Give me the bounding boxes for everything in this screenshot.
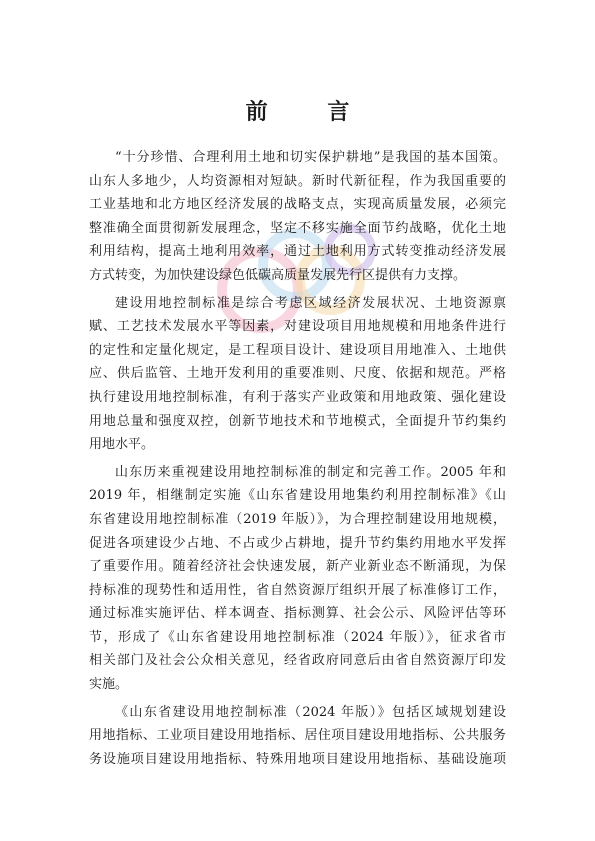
paragraph [89, 701, 506, 772]
text-line: 山东人多地少，人均资源相对短缺。新时代新征程，作为我国重要的 [89, 173, 506, 189]
text-line: 2019 年，相继制定实施《山东省建设用地集约利用控制标准》《山 [89, 488, 506, 504]
text-line: 《山东省建设用地控制标准（2024 年版）》包括区域规划建设 [115, 704, 506, 720]
page-title: 前 言 [245, 99, 376, 125]
text-line: 东省建设用地控制标准（2019 年版）》，为合理控制建设用地规模， [89, 511, 506, 527]
text-line: 持标准的现势性和适用性，省自然资源厅组织开展了标准修订工作， [89, 582, 506, 598]
text-line: “十分珍惜、合理利用土地和切实保护耕地”是我国的基本国策。 [115, 150, 506, 165]
text-line: 了重要作用。随着经济社会快速发展，新产业新业态不断涌现，为保 [89, 559, 506, 575]
body-text [89, 146, 506, 775]
paragraph [89, 292, 506, 457]
text-line: 执行建设用地控制标准，有利于落实产业政策和用地政策、强化建设 [89, 389, 506, 405]
text-line: 务设施项目建设用地指标、特殊用地项目建设用地指标、基础设施项 [89, 751, 506, 767]
text-line: 的定性和定量化规定，是工程项目设计、建设项目用地准入、土地供 [89, 342, 506, 358]
text-line: 山东历来重视建设用地控制标准的制定和完善工作。2005 年和 [115, 464, 506, 480]
text-line: 通过标准实施评估、样本调查、指标测算、社会公示、风险评估等环 [89, 606, 506, 622]
paragraph [89, 461, 506, 697]
text-line: 用地指标、工业项目建设用地指标、居住项目建设用地指标、公共服务 [89, 728, 506, 744]
text-line: 工业基地和北方地区经济发展的战略支点，实现高质量发展，必须完 [89, 197, 506, 213]
paragraph [89, 146, 506, 288]
text-line: 用地总量和强度双控，创新节地技术和节地模式，全面提升节约集约 [89, 413, 506, 429]
text-line: 实施。 [89, 677, 129, 693]
text-line: 利用结构，提高土地利用效率，通过土地利用方式转变推动经济发展 [89, 244, 506, 260]
text-line: 应、供后监管、土地开发利用的重要准则、尺度、依据和规范。严格 [89, 366, 506, 382]
text-line: 用地水平。 [89, 437, 155, 453]
text-line: 相关部门及社会公众相关意见，经省政府同意后由省自然资源厅印发 [89, 653, 506, 669]
text-line: 促进各项建设少占地、不占或少占耕地，提升节约集约用地水平发挥 [89, 535, 506, 551]
text-line: 赋、工艺技术发展水平等因素，对建设项目用地规模和用地条件进行 [89, 319, 506, 335]
text-line: 整准确全面贯彻新发展理念，坚定不移实施全面节约战略，优化土地 [89, 220, 506, 236]
text-line: 建设用地控制标准是综合考虑区域经济发展状况、土地资源禀 [115, 295, 506, 311]
text-line: 节，形成了《山东省建设用地控制标准（2024 年版）》，征求省市 [89, 629, 506, 645]
text-line: 方式转变，为加快建设绿色低碳高质量发展先行区提供有力支撑。 [89, 267, 467, 283]
